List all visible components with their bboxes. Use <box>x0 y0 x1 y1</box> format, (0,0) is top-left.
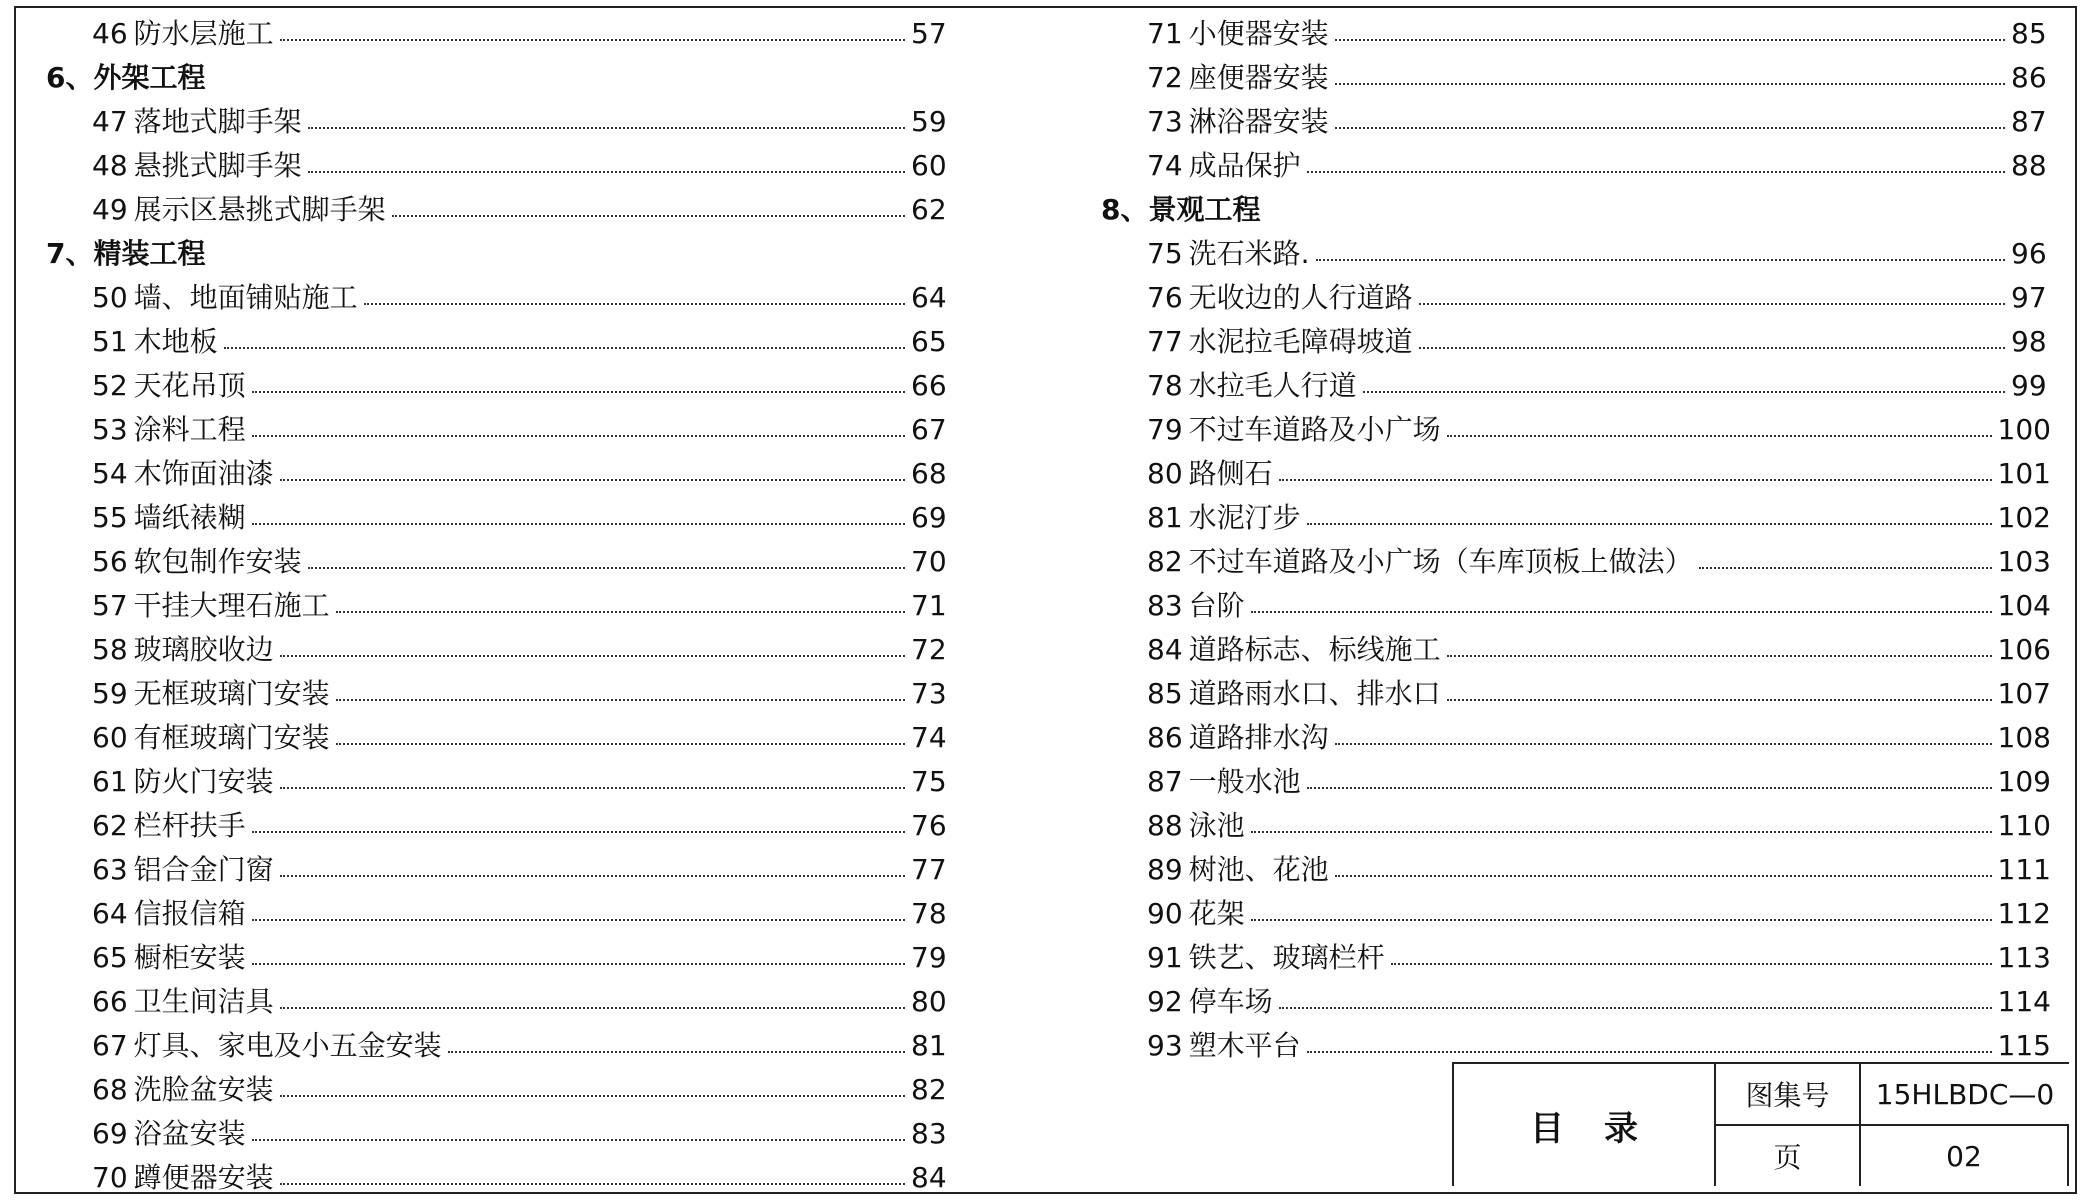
toc-right-column <box>1101 12 2051 1068</box>
entry-page-number: 109 <box>1997 765 2051 798</box>
entry-title: 泳池 <box>1188 809 1245 842</box>
toc-entry[interactable] <box>46 848 951 892</box>
entry-page-number: 104 <box>1997 589 2051 622</box>
dot-leader <box>1307 1051 1992 1053</box>
toc-entry[interactable] <box>46 804 951 848</box>
entry-page-number: 106 <box>1997 633 2051 666</box>
entry-title: 水泥拉毛障碍坡道 <box>1188 325 1413 358</box>
entry-number: 91 <box>1147 941 1183 974</box>
atlas-value: 15HLBDC—0 <box>1861 1064 2069 1126</box>
entry-page-number: 57 <box>911 17 947 50</box>
entry-title: 干挂大理石施工 <box>133 589 330 622</box>
dot-leader <box>280 39 905 41</box>
entry-number: 88 <box>1147 809 1183 842</box>
entry-title: 防火门安装 <box>133 765 274 798</box>
entry-page-number: 102 <box>1997 501 2051 534</box>
entry-number: 56 <box>92 545 128 578</box>
entry-page-number: 103 <box>1997 545 2051 578</box>
entry-title: 悬挑式脚手架 <box>133 149 302 182</box>
dot-leader <box>252 919 905 921</box>
entry-page-number: 98 <box>2011 325 2047 358</box>
dot-leader <box>364 303 905 305</box>
entry-page-number: 69 <box>911 501 947 534</box>
entry-number: 73 <box>1147 105 1183 138</box>
entry-number: 50 <box>92 281 128 314</box>
toc-entry[interactable] <box>1101 936 2051 980</box>
entry-number: 90 <box>1147 897 1183 930</box>
entry-title: 墙纸裱糊 <box>133 501 246 534</box>
dot-leader <box>1391 963 1992 965</box>
entry-page-number: 62 <box>911 193 947 226</box>
page-label: 页 <box>1716 1126 1861 1186</box>
dot-leader <box>1307 523 1992 525</box>
entry-number: 70 <box>92 1161 128 1194</box>
toc-entry[interactable] <box>46 716 951 760</box>
entry-page-number: 97 <box>2011 281 2047 314</box>
dot-leader <box>336 699 905 701</box>
entry-page-number: 70 <box>911 545 947 578</box>
toc-section-heading <box>46 56 951 100</box>
dot-leader <box>280 655 905 657</box>
entry-page-number: 72 <box>911 633 947 666</box>
toc-entry[interactable] <box>46 980 951 1024</box>
dot-leader <box>1279 1007 1992 1009</box>
entry-number: 84 <box>1147 633 1183 666</box>
document-frame <box>14 6 2077 1194</box>
entry-page-number: 64 <box>911 281 947 314</box>
entry-number: 59 <box>92 677 128 710</box>
section-title: 7、精装工程 <box>46 237 206 270</box>
dot-leader <box>1335 875 1992 877</box>
dot-leader <box>252 831 905 833</box>
dot-leader <box>280 479 905 481</box>
entry-page-number: 76 <box>911 809 947 842</box>
toc-entry[interactable] <box>46 1024 951 1068</box>
entry-title: 洗石米路. <box>1188 237 1310 270</box>
toc-entry[interactable] <box>1101 452 2051 496</box>
toc-entry[interactable] <box>1101 364 2051 408</box>
entry-page-number: 79 <box>911 941 947 974</box>
dot-leader <box>1363 391 2005 393</box>
entry-title: 水泥汀步 <box>1188 501 1301 534</box>
entry-title: 落地式脚手架 <box>133 105 302 138</box>
entry-number: 77 <box>1147 325 1183 358</box>
dot-leader <box>252 391 905 393</box>
entry-title: 木饰面油漆 <box>133 457 274 490</box>
dot-leader <box>1335 83 2005 85</box>
entry-page-number: 107 <box>1997 677 2051 710</box>
toc-entry[interactable] <box>1101 320 2051 364</box>
page-value: 02 <box>1861 1126 2069 1186</box>
entry-number: 49 <box>92 193 128 226</box>
entry-number: 69 <box>92 1117 128 1150</box>
toc-entry[interactable] <box>1101 276 2051 320</box>
toc-entry[interactable] <box>1101 980 2051 1024</box>
entry-page-number: 78 <box>911 897 947 930</box>
toc-entry[interactable] <box>1101 496 2051 540</box>
entry-title: 树池、花池 <box>1188 853 1329 886</box>
entry-title: 天花吊顶 <box>133 369 246 402</box>
dot-leader <box>224 347 905 349</box>
toc-entry[interactable] <box>46 1068 951 1112</box>
entry-page-number: 71 <box>911 589 947 622</box>
entry-page-number: 66 <box>911 369 947 402</box>
entry-number: 87 <box>1147 765 1183 798</box>
entry-page-number: 60 <box>911 149 947 182</box>
toc-entry[interactable] <box>1101 584 2051 628</box>
toc-entry[interactable] <box>46 144 951 188</box>
dot-leader <box>252 1139 905 1141</box>
entry-title: 木地板 <box>133 325 218 358</box>
entry-title: 展示区悬挑式脚手架 <box>133 193 386 226</box>
entry-page-number: 111 <box>1997 853 2051 886</box>
entry-title: 成品保护 <box>1188 149 1301 182</box>
entry-number: 76 <box>1147 281 1183 314</box>
toc-left-column <box>46 12 951 1200</box>
entry-page-number: 81 <box>911 1029 947 1062</box>
dot-leader <box>308 127 905 129</box>
dot-leader <box>336 743 905 745</box>
entry-number: 64 <box>92 897 128 930</box>
dot-leader <box>280 1183 905 1185</box>
dot-leader <box>280 875 905 877</box>
toc-entry[interactable] <box>46 672 951 716</box>
entry-title: 软包制作安装 <box>133 545 302 578</box>
entry-page-number: 110 <box>1997 809 2051 842</box>
toc-entry[interactable] <box>1101 100 2051 144</box>
entry-page-number: 100 <box>1997 413 2051 446</box>
toc-entry[interactable] <box>1101 716 2051 760</box>
entry-number: 79 <box>1147 413 1183 446</box>
dot-leader <box>1447 699 1992 701</box>
entry-number: 52 <box>92 369 128 402</box>
entry-title: 洗脸盆安装 <box>133 1073 274 1106</box>
entry-number: 68 <box>92 1073 128 1106</box>
title-block-title: 目录 <box>1454 1064 1716 1186</box>
toc-entry[interactable] <box>46 1156 951 1200</box>
entry-page-number: 114 <box>1997 985 2051 1018</box>
toc-entry[interactable] <box>1101 804 2051 848</box>
dot-leader <box>280 1007 905 1009</box>
dot-leader <box>1279 479 1992 481</box>
toc-entry[interactable] <box>46 892 951 936</box>
entry-title: 灯具、家电及小五金安装 <box>133 1029 442 1062</box>
toc-entry[interactable] <box>1101 760 2051 804</box>
dot-leader <box>1307 787 1992 789</box>
entry-title: 淋浴器安装 <box>1188 105 1329 138</box>
entry-title: 无收边的人行道路 <box>1188 281 1413 314</box>
dot-leader <box>1699 567 1992 569</box>
entry-title: 无框玻璃门安装 <box>133 677 330 710</box>
entry-title: 塑木平台 <box>1188 1029 1301 1062</box>
entry-title: 台阶 <box>1188 589 1245 622</box>
entry-page-number: 115 <box>1997 1029 2051 1062</box>
entry-page-number: 84 <box>911 1161 947 1194</box>
entry-title: 铝合金门窗 <box>133 853 274 886</box>
toc-entry[interactable] <box>1101 408 2051 452</box>
entry-page-number: 68 <box>911 457 947 490</box>
entry-title: 防水层施工 <box>133 17 274 50</box>
entry-title: 蹲便器安装 <box>133 1161 274 1194</box>
entry-page-number: 59 <box>911 105 947 138</box>
entry-page-number: 75 <box>911 765 947 798</box>
entry-number: 61 <box>92 765 128 798</box>
dot-leader <box>1447 435 1992 437</box>
entry-number: 63 <box>92 853 128 886</box>
section-title: 8、景观工程 <box>1101 193 1261 226</box>
title-block <box>1452 1062 2069 1186</box>
toc-entry[interactable] <box>46 364 951 408</box>
entry-title: 墙、地面铺贴施工 <box>133 281 358 314</box>
entry-page-number: 85 <box>2011 17 2047 50</box>
entry-page-number: 113 <box>1997 941 2051 974</box>
entry-title: 卫生间洁具 <box>133 985 274 1018</box>
dot-leader <box>1335 743 1992 745</box>
toc-entry[interactable] <box>46 540 951 584</box>
dot-leader <box>308 171 905 173</box>
dot-leader <box>1419 303 2005 305</box>
entry-title: 水拉毛人行道 <box>1188 369 1357 402</box>
toc-entry[interactable] <box>1101 144 2051 188</box>
entry-number: 89 <box>1147 853 1183 886</box>
dot-leader <box>1251 611 1992 613</box>
toc-entry[interactable] <box>46 760 951 804</box>
entry-number: 46 <box>92 17 128 50</box>
toc-entry[interactable] <box>1101 56 2051 100</box>
entry-number: 81 <box>1147 501 1183 534</box>
dot-leader <box>1419 347 2005 349</box>
toc-entry[interactable] <box>46 408 951 452</box>
dot-leader <box>1316 259 2005 261</box>
entry-title: 橱柜安装 <box>133 941 246 974</box>
entry-page-number: 82 <box>911 1073 947 1106</box>
dot-leader <box>252 523 905 525</box>
dot-leader <box>1335 39 2005 41</box>
toc-entry[interactable] <box>1101 628 2051 672</box>
entry-title: 路侧石 <box>1188 457 1273 490</box>
entry-number: 71 <box>1147 17 1183 50</box>
entry-page-number: 96 <box>2011 237 2047 270</box>
entry-number: 55 <box>92 501 128 534</box>
toc-entry[interactable] <box>46 188 951 232</box>
entry-number: 72 <box>1147 61 1183 94</box>
entry-number: 60 <box>92 721 128 754</box>
section-title: 6、外架工程 <box>46 61 206 94</box>
entry-title: 小便器安装 <box>1188 17 1329 50</box>
entry-title: 涂料工程 <box>133 413 246 446</box>
toc-entry[interactable] <box>46 276 951 320</box>
entry-page-number: 87 <box>2011 105 2047 138</box>
dot-leader <box>1335 127 2005 129</box>
toc-entry[interactable] <box>1101 12 2051 56</box>
dot-leader <box>1251 831 1992 833</box>
entry-page-number: 112 <box>1997 897 2051 930</box>
entry-page-number: 67 <box>911 413 947 446</box>
dot-leader <box>252 963 905 965</box>
entry-number: 53 <box>92 413 128 446</box>
entry-title: 道路排水沟 <box>1188 721 1329 754</box>
entry-page-number: 83 <box>911 1117 947 1150</box>
toc-entry[interactable] <box>46 496 951 540</box>
entry-title: 浴盆安装 <box>133 1117 246 1150</box>
toc-section-heading <box>46 232 951 276</box>
entry-number: 58 <box>92 633 128 666</box>
toc-entry[interactable] <box>1101 672 2051 716</box>
entry-title: 有框玻璃门安装 <box>133 721 330 754</box>
toc-section-heading <box>1101 188 2051 232</box>
entry-page-number: 80 <box>911 985 947 1018</box>
toc-entry[interactable] <box>1101 540 2051 584</box>
entry-number: 83 <box>1147 589 1183 622</box>
toc-entry[interactable] <box>46 320 951 364</box>
entry-title: 玻璃胶收边 <box>133 633 274 666</box>
dot-leader <box>1251 919 1992 921</box>
entry-number: 85 <box>1147 677 1183 710</box>
entry-page-number: 99 <box>2011 369 2047 402</box>
toc-entry[interactable] <box>46 584 951 628</box>
dot-leader <box>308 567 905 569</box>
toc-entry[interactable] <box>46 100 951 144</box>
entry-number: 47 <box>92 105 128 138</box>
dot-leader <box>1307 171 2005 173</box>
toc-entry[interactable] <box>46 936 951 980</box>
entry-page-number: 86 <box>2011 61 2047 94</box>
entry-title: 道路标志、标线施工 <box>1188 633 1441 666</box>
entry-number: 75 <box>1147 237 1183 270</box>
entry-title: 铁艺、玻璃栏杆 <box>1188 941 1385 974</box>
entry-page-number: 101 <box>1997 457 2051 490</box>
entry-number: 78 <box>1147 369 1183 402</box>
entry-title: 一般水池 <box>1188 765 1301 798</box>
dot-leader <box>252 435 905 437</box>
entry-number: 74 <box>1147 149 1183 182</box>
entry-page-number: 88 <box>2011 149 2047 182</box>
entry-title: 栏杆扶手 <box>133 809 246 842</box>
entry-page-number: 77 <box>911 853 947 886</box>
entry-number: 93 <box>1147 1029 1183 1062</box>
entry-title: 不过车道路及小广场 <box>1188 413 1441 446</box>
toc-entry[interactable] <box>1101 232 2051 276</box>
entry-number: 82 <box>1147 545 1183 578</box>
dot-leader <box>280 787 905 789</box>
dot-leader <box>392 215 905 217</box>
toc-entry[interactable] <box>46 12 951 56</box>
entry-title: 停车场 <box>1188 985 1273 1018</box>
toc-entry[interactable] <box>46 452 951 496</box>
dot-leader <box>280 1095 905 1097</box>
toc-entry[interactable] <box>1101 892 2051 936</box>
entry-number: 67 <box>92 1029 128 1062</box>
entry-number: 48 <box>92 149 128 182</box>
entry-number: 86 <box>1147 721 1183 754</box>
entry-number: 80 <box>1147 457 1183 490</box>
entry-title: 花架 <box>1188 897 1245 930</box>
entry-page-number: 73 <box>911 677 947 710</box>
entry-number: 66 <box>92 985 128 1018</box>
toc-entry[interactable] <box>46 628 951 672</box>
entry-number: 65 <box>92 941 128 974</box>
toc-entry[interactable] <box>1101 848 2051 892</box>
dot-leader <box>448 1051 905 1053</box>
entry-number: 51 <box>92 325 128 358</box>
entry-number: 57 <box>92 589 128 622</box>
entry-number: 92 <box>1147 985 1183 1018</box>
entry-title: 不过车道路及小广场（车库顶板上做法） <box>1188 545 1693 578</box>
entry-title: 道路雨水口、排水口 <box>1188 677 1441 710</box>
toc-entry[interactable] <box>46 1112 951 1156</box>
entry-title: 信报信箱 <box>133 897 246 930</box>
entry-number: 54 <box>92 457 128 490</box>
atlas-label: 图集号 <box>1716 1064 1861 1126</box>
entry-page-number: 108 <box>1997 721 2051 754</box>
entry-page-number: 65 <box>911 325 947 358</box>
entry-title: 座便器安装 <box>1188 61 1329 94</box>
entry-number: 62 <box>92 809 128 842</box>
entry-page-number: 74 <box>911 721 947 754</box>
dot-leader <box>336 611 905 613</box>
dot-leader <box>1447 655 1992 657</box>
